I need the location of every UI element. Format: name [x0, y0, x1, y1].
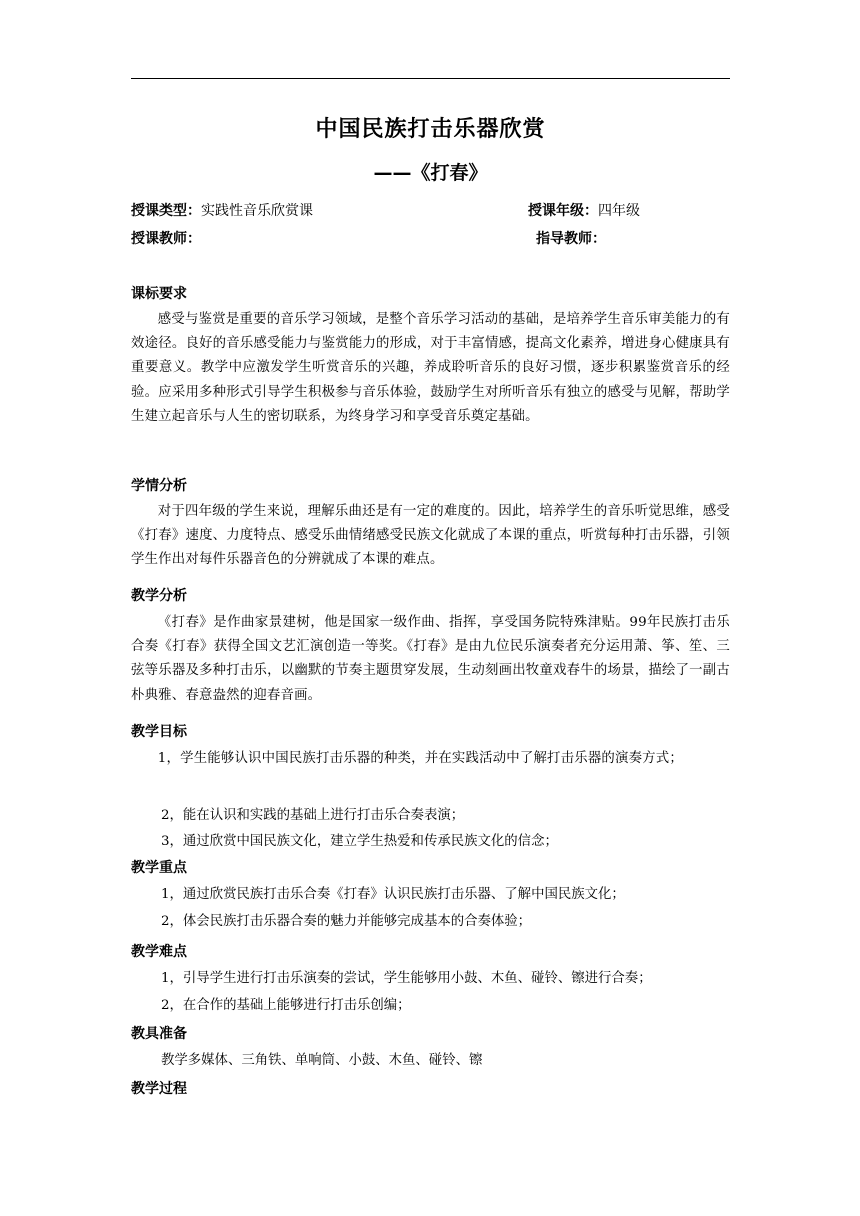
section-heading-students: 学情分析 — [131, 478, 187, 494]
section-heading-goals: 教学目标 — [131, 724, 187, 740]
goal-item-1: 1，学生能够认识中国民族打击乐器的种类，并在实践活动中了解打击乐器的演奏方式； — [157, 751, 683, 766]
focus-item-2: 2，体会民族打击乐器合奏的魅力并能够完成基本的合奏体验； — [161, 914, 532, 929]
section-heading-difficulty: 教学难点 — [131, 944, 187, 960]
section-heading-curriculum: 课标要求 — [131, 286, 187, 302]
lesson-type-label: 授课类型： — [131, 203, 201, 219]
section-heading-process: 教学过程 — [131, 1081, 187, 1097]
lesson-advisor — [536, 228, 606, 250]
section-text-curriculum: 感受与鉴赏是重要的音乐学习领域，是整个音乐学习活动的基础，是培养学生音乐审美能力的有效途径。良好的音乐感受能力与鉴赏能力的形成，对于丰富情感，提高文化素养，增进身心健康具有重要意义。教学中应激发学生听赏音乐的兴趣，养成聆听音乐的良好习惯，逐步积累鉴赏音乐的经验。应采用多种形式引导学生积极参与音乐体验，鼓励学生对所听音乐有独立的感受与见解，帮助学生建立起音乐与人生的密切联系，为终身学习和享受音乐奠定基础。 — [131, 312, 730, 424]
header-rule — [131, 78, 730, 79]
difficulty-item-1: 1，引导学生进行打击乐演奏的尝试，学生能够用小鼓、木鱼、碰铃、镲进行合奏； — [161, 971, 652, 986]
lesson-teacher-label: 授课教师： — [131, 231, 201, 247]
lesson-grade-value: 四年级 — [598, 203, 640, 219]
goal-item-2: 2，能在认识和实践的基础上进行打击乐合奏表演； — [161, 808, 465, 823]
section-heading-focus: 教学重点 — [131, 860, 187, 876]
lesson-teacher — [131, 228, 201, 250]
lesson-grade-label: 授课年级： — [528, 203, 598, 219]
section-text-students: 对于四年级的学生来说，理解乐曲还是有一定的难度的。因此，培养学生的音乐听觉思维，感受《打春》速度、力度特点、感受乐曲情绪感受民族文化就成了本课的重点，听赏每种打击乐器，引领学生作出对每件乐器音色的分辨就成了本课的难点。 — [131, 504, 730, 568]
section-heading-materials: 教具准备 — [131, 1026, 187, 1042]
goal-item-3: 3，通过欣赏中国民族文化，建立学生热爱和传承民族文化的信念； — [161, 834, 558, 849]
lesson-type-value: 实践性音乐欣赏课 — [201, 203, 313, 219]
document-subtitle: ——《打春》 — [373, 162, 488, 184]
document-title: 中国民族打击乐器欣赏 — [315, 117, 546, 142]
lesson-advisor-label: 指导教师： — [536, 231, 606, 247]
section-text-analysis: 《打春》是作曲家景建树，他是国家一级作曲、指挥，享受国务院特殊津贴。99年民族打击乐合奏《打春》获得全国文艺汇演创造一等奖。《打春》是由九位民乐演奏者充分运用萧、筝、笙、三弦等乐器及多种打击乐，以幽默的节奏主题贯穿发展，生动刻画出牧童戏春牛的场景，描绘了一副古朴典雅、春意盎然的迎春音画。 — [131, 615, 730, 703]
materials-text: 教学多媒体、三角铁、单响筒、小鼓、木鱼、碰铃、镲 — [161, 1053, 483, 1068]
focus-item-1: 1，通过欣赏民族打击乐合奏《打春》认识民族打击乐器、了解中国民族文化； — [161, 887, 625, 902]
difficulty-item-2: 2，在合作的基础上能够进行打击乐创编； — [161, 998, 411, 1013]
lesson-grade — [528, 200, 640, 222]
section-heading-analysis: 教学分析 — [131, 588, 187, 604]
lesson-type — [131, 200, 313, 222]
